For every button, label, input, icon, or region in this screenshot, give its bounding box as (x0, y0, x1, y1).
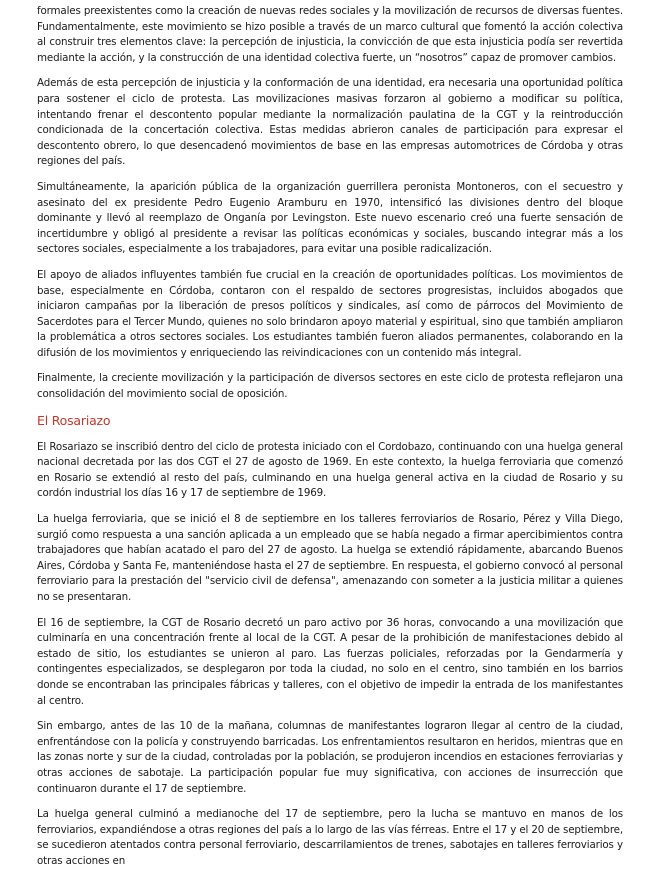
paragraph: Finalmente, la creciente movilización y la participación de diversos sectores en este ciclo de protesta reflejaron una consolidación del movimiento social de oposición. (37, 372, 623, 401)
paragraph: formales preexistentes como la creación de nuevas redes sociales y la movilización de recursos de diversas fuentes. Fundamentalmente, este movimiento se hizo posible a través de un marco cultural que fomentó la acción colectiva al construir tres elementos clave: la percepción de injusticia, la convicción de que esta injusticia podía ser revertida mediante la acción, y la construcción de una identidad colectiva fuerte, un “nosotros” capaz de promover cambios. (37, 5, 623, 64)
document-page (37, 4, 623, 880)
paragraph: Además de esta percepción de injusticia y la conformación de una identidad, era necesaria una oportunidad política para sostener el ciclo de protesta. Las movilizaciones masivas forzaron al gobierno a modificar su política, intentando frenar el descontento popular mediante la normalización paulatina de la CGT y la reintroducción condicionada de la concertación colectiva. Estas medidas abrieron canales de participación para expresar el descontento obrero, lo que desencadenó movimientos de base en las empresas automotrices de Córdoba y otras regiones del país. (37, 77, 623, 168)
paragraph: Simultáneamente, la aparición pública de la organización guerrillera peronista Montoneros, con el secuestro y asesinato del ex presidente Pedro Eugenio Aramburu en 1970, intensificó las divisiones dentro del bloque dominante y llevó al reemplazo de Onganía por Levingston. Este nuevo escenario creó una fuerte sensación de incertidumbre y obligó al presidente a revisar las políticas económicas y sociales, buscando integrar más a los sectores sociales, especialmente a los trabajadores, para evitar una posible radicalización. (37, 180, 623, 256)
section-heading: El Rosariazo (37, 412, 111, 428)
paragraph: La huelga general culminó a medianoche del 17 de septiembre, pero la lucha se mantuvo en manos de los ferroviarios, expandiéndose a otras regiones del país a lo largo de las vías férreas. Entre el 17 y el 20 de septiembre, se sucedieron atentados contra personal ferroviario, descarrilamientos de trenes, sabotajes en talleres ferroviarios y otras acciones en (37, 808, 623, 867)
paragraph: El 16 de septiembre, la CGT de Rosario decretó un paro activo por 36 horas, convocando a una movilización que culminaría en una concentración frente al local de la CGT. A pesar de la prohibición de manifestaciones debido al estado de sitio, los estudiantes se unieron al paro. Las fuerzas policiales, reforzadas por la Gendarmería y contingentes especializados, se desplegaron por toda la ciudad, no solo en el centro, sino también en los barrios donde se encontraban las principales fábricas y talleres, con el objetivo de impedir la entrada de los manifestantes al centro. (37, 616, 623, 707)
paragraph: El Rosariazo se inscribió dentro del ciclo de protesta iniciado con el Cordobazo, continuando con una huelga general nacional decretada por las dos CGT el 27 de agosto de 1969. En este contexto, la huelga ferroviaria que comenzó en Rosario se extendió al resto del país, culminando en una huelga general activa en la ciudad de Rosario y su cordón industrial los días 16 y 17 de septiembre de 1969. (37, 440, 623, 500)
paragraph: La huelga ferroviaria, que se inició el 8 de septiembre en los talleres ferroviarios de Rosario, Pérez y Villa Diego, surgió como respuesta a una sanción aplicada a un empleado que se había negado a firmar apercibimientos contra trabajadores que habían acatado el paro del 27 de agosto. La huelga se extendió rápidamente, abarcando Buenos Aires, Córdoba y Santa Fe, manteniéndose hasta el 27 de septiembre. En respuesta, el gobierno convocó al personal ferroviario para la prestación del "servicio civil de defensa", amenazando con someter a la justicia militar a quienes no se presentaran. (37, 513, 623, 603)
paragraph: El apoyo de aliados influyentes también fue crucial en la creación de oportunidades políticas. Los movimientos de base, especialmente en Córdoba, contaron con el respaldo de sectores progresistas, incluidos abogados que iniciaron campañas por la liberación de presos políticos y sindicales, así como de párrocos del Movimiento de Sacerdotes para el Tercer Mundo, quienes no solo brindaron apoyo material y espiritual, sino que también ampliaron la problemática a otros sectores sociales. Los estudiantes también fueron aliados permanentes, colaborando en la difusión de los movimientos y enriqueciendo las reivindicaciones con un contenido más integral. (37, 268, 623, 359)
paragraph: Sin embargo, antes de las 10 de la mañana, columnas de manifestantes lograron llegar al centro de la ciudad, enfrentándose con la policía y construyendo barricadas. Los enfrentamientos resultaron en heridos, mientras que en las zonas norte y sur de la ciudad, controladas por la población, se produjeron incendios en estaciones ferroviarias y otras acciones de sabotaje. La participación popular fue muy significativa, con acciones de insurrección que continuaron durante el 17 de septiembre. (37, 720, 623, 795)
